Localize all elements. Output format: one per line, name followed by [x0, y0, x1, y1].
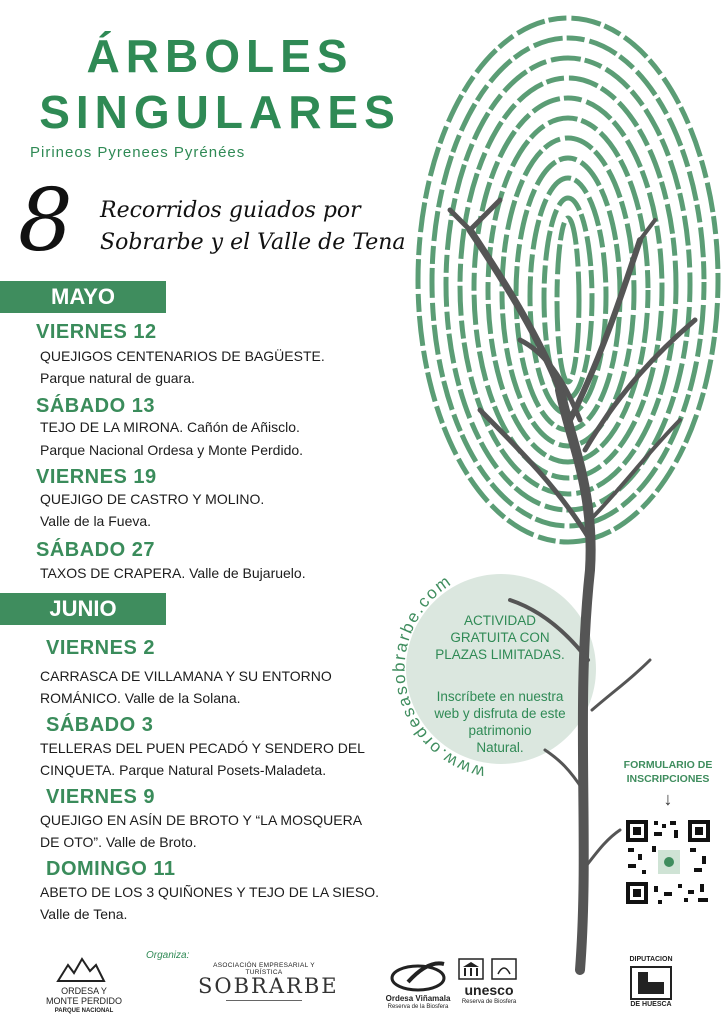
unesco-label: unesco: [464, 982, 514, 998]
sobrarbe-logo: SOBRARBE: [198, 974, 339, 998]
form-label-line2: INSCRIPCIONES: [626, 773, 710, 785]
title-line-1: ÁRBOLES: [86, 30, 354, 82]
form-label: [614, 758, 722, 810]
ordesa-text: [44, 986, 124, 1016]
event-may-1-line1: QUEJIGOS CENTENARIOS DE BAGÜESTE.: [40, 348, 325, 364]
circle-line-3: PLAZAS LIMITADAS.: [435, 647, 565, 662]
day-may-4: SÁBADO 27: [36, 539, 155, 561]
unesco-sub: Reserva de Biosfera: [461, 999, 517, 1005]
big-number: 8: [18, 171, 73, 271]
event-may-2-line1: TEJO DE LA MIRONA. Cañón de Añisclo.: [40, 419, 300, 435]
event-june-4-line2: Valle de Tena.: [40, 906, 128, 922]
script-line-1: Recorridos guiados por: [100, 198, 361, 223]
event-june-3-line1: QUEJIGO EN ASÍN DE BROTO Y “LA MOSQUERA: [40, 812, 363, 828]
huesca-label: DE HUESCA: [630, 1001, 672, 1008]
event-june-4-line1: ABETO DE LOS 3 QUIÑONES Y TEJO DE LA SIESO.: [40, 884, 379, 900]
circle-line-5: web y disfruta de este: [434, 706, 566, 721]
down-arrow-icon: ↓: [663, 789, 673, 809]
event-june-1-line2: ROMÁNICO. Valle de la Solana.: [40, 690, 241, 706]
circle-line-4: Inscríbete en nuestra: [436, 689, 564, 704]
day-may-2: SÁBADO 13: [36, 395, 155, 417]
day-may-3: VIERNES 19: [36, 466, 157, 488]
day-june-3: VIERNES 9: [46, 786, 155, 808]
vinamala-line1: Ordesa Viñamala: [385, 994, 451, 1003]
form-label-line1: FORMULARIO DE: [623, 759, 713, 771]
ordesa-line3: PARQUE NACIONAL: [54, 1008, 114, 1014]
vinamala-line2: Reserva de la Biosfera: [387, 1004, 449, 1010]
month-band-june: JUNIO: [0, 593, 166, 625]
event-may-2-line2: Parque Nacional Ordesa y Monte Perdido.: [40, 442, 304, 458]
vinamala-text: [380, 994, 456, 1012]
vinamala-logo-icon: [388, 960, 448, 992]
circle-line-2: GRATUITA CON: [450, 630, 550, 645]
event-may-1-line2: Parque natural de guara.: [40, 370, 195, 386]
event-may-3-line1: QUEJIGO DE CASTRO Y MOLINO.: [40, 491, 265, 507]
script-line-2: Sobrarbe y el Valle de Tena: [100, 230, 406, 255]
ordesa-line2: MONTE PERDIDO: [45, 996, 122, 1006]
subtitle: Pirineos Pyrenees Pyrénées: [30, 144, 246, 161]
circle-line-6: patrimonio: [468, 723, 532, 738]
day-may-1: VIERNES 12: [36, 321, 157, 343]
circle-line-7: Natural.: [476, 740, 524, 755]
organiza-label: Organiza:: [146, 950, 190, 961]
day-june-2: SÁBADO 3: [46, 714, 154, 736]
ordesa-logo-icon: [56, 955, 106, 983]
event-may-3-line2: Valle de la Fueva.: [40, 513, 152, 529]
event-may-4-line1: TAXOS DE CRAPERA. Valle de Bujaruelo.: [40, 565, 306, 581]
title-line-2: SINGULARES: [39, 86, 401, 138]
ordesa-line1: ORDESA Y: [61, 986, 107, 996]
event-june-2-line2: CINQUETA. Parque Natural Posets-Maladeta.: [40, 762, 327, 778]
qr-code[interactable]: [624, 818, 712, 906]
day-june-4: DOMINGO 11: [46, 858, 176, 880]
diputacion-label: DIPUTACION: [629, 956, 673, 963]
day-june-1: VIERNES 2: [46, 637, 155, 659]
event-june-3-line2: DE OTO”. Valle de Broto.: [40, 834, 197, 850]
unesco-temple-icon: [458, 958, 518, 980]
event-june-1-line1: CARRASCA DE VILLAMANA Y SU ENTORNO: [40, 668, 332, 684]
circle-line-1: ACTIVIDAD: [463, 613, 536, 628]
sobrarbe-rule: [226, 1000, 302, 1001]
diputacion-logo-icon: [630, 966, 672, 1000]
asoc-label: ASOCIACIÓN EMPRESARIAL Y TURÍSTICA: [213, 962, 315, 976]
month-band-may: MAYO: [0, 281, 166, 313]
website-text[interactable]: www.ordesasobrarbe.com: [389, 570, 487, 782]
event-june-2-line1: TELLERAS DEL PUEN PECADÓ Y SENDERO DEL: [40, 740, 365, 756]
